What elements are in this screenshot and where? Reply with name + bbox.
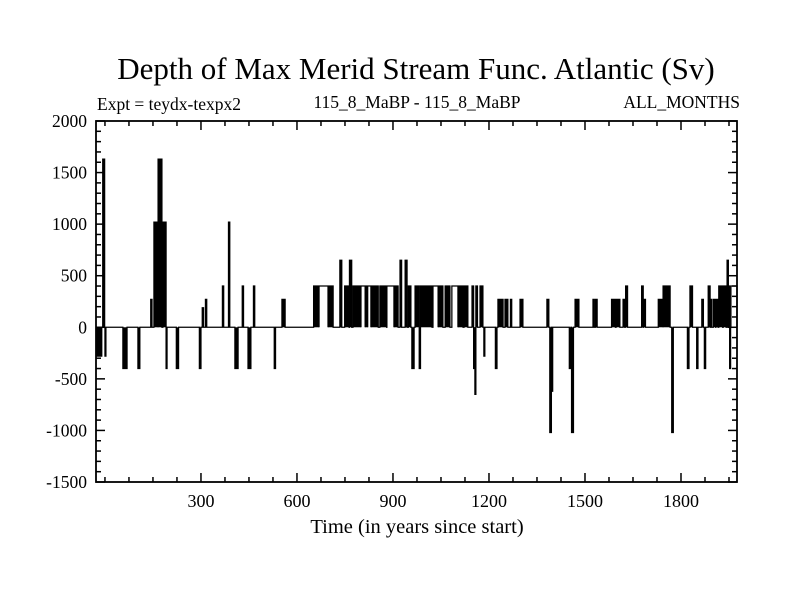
x-tick-label: 900	[379, 491, 407, 511]
x-tick-label: 1800	[662, 491, 699, 511]
data-spike	[445, 286, 450, 327]
data-fill-layer	[97, 159, 731, 432]
data-spike	[658, 299, 663, 327]
x-axis-label: Time (in years since start)	[310, 516, 524, 538]
data-spike	[498, 299, 503, 327]
data-spike	[458, 286, 463, 327]
y-tick-label: 0	[78, 317, 87, 338]
y-tick-label: -1000	[46, 420, 87, 441]
data-spike	[438, 286, 443, 327]
y-tick-label: -500	[54, 368, 87, 389]
y-tick-label: -1500	[46, 472, 87, 492]
y-tick-label: 1000	[52, 214, 87, 235]
data-spike	[353, 286, 361, 327]
y-tick-label: 500	[60, 265, 87, 286]
data-spike	[328, 286, 333, 327]
data-spike	[314, 286, 319, 327]
subtitle-months: ALL_MONTHS	[623, 92, 740, 112]
subtitle-period: 115_8_MaBP - 115_8_MaBP	[313, 92, 521, 112]
data-spike	[663, 286, 670, 327]
data-spike	[421, 286, 433, 327]
x-tick-label: 300	[187, 491, 215, 511]
y-tick-label: 2000	[52, 111, 87, 131]
subtitle-experiment: Expt = teydx-texpx2	[97, 94, 242, 114]
y-tick-label: 1500	[52, 162, 87, 183]
data-spike	[345, 286, 349, 327]
data-spike	[380, 286, 387, 327]
x-tick-label: 1200	[470, 491, 507, 511]
x-tick-label: 1500	[566, 491, 603, 511]
data-spike	[371, 286, 378, 327]
chart-title: Depth of Max Merid Stream Func. Atlantic (Sv)	[117, 51, 715, 86]
x-tick-label: 600	[283, 491, 311, 511]
